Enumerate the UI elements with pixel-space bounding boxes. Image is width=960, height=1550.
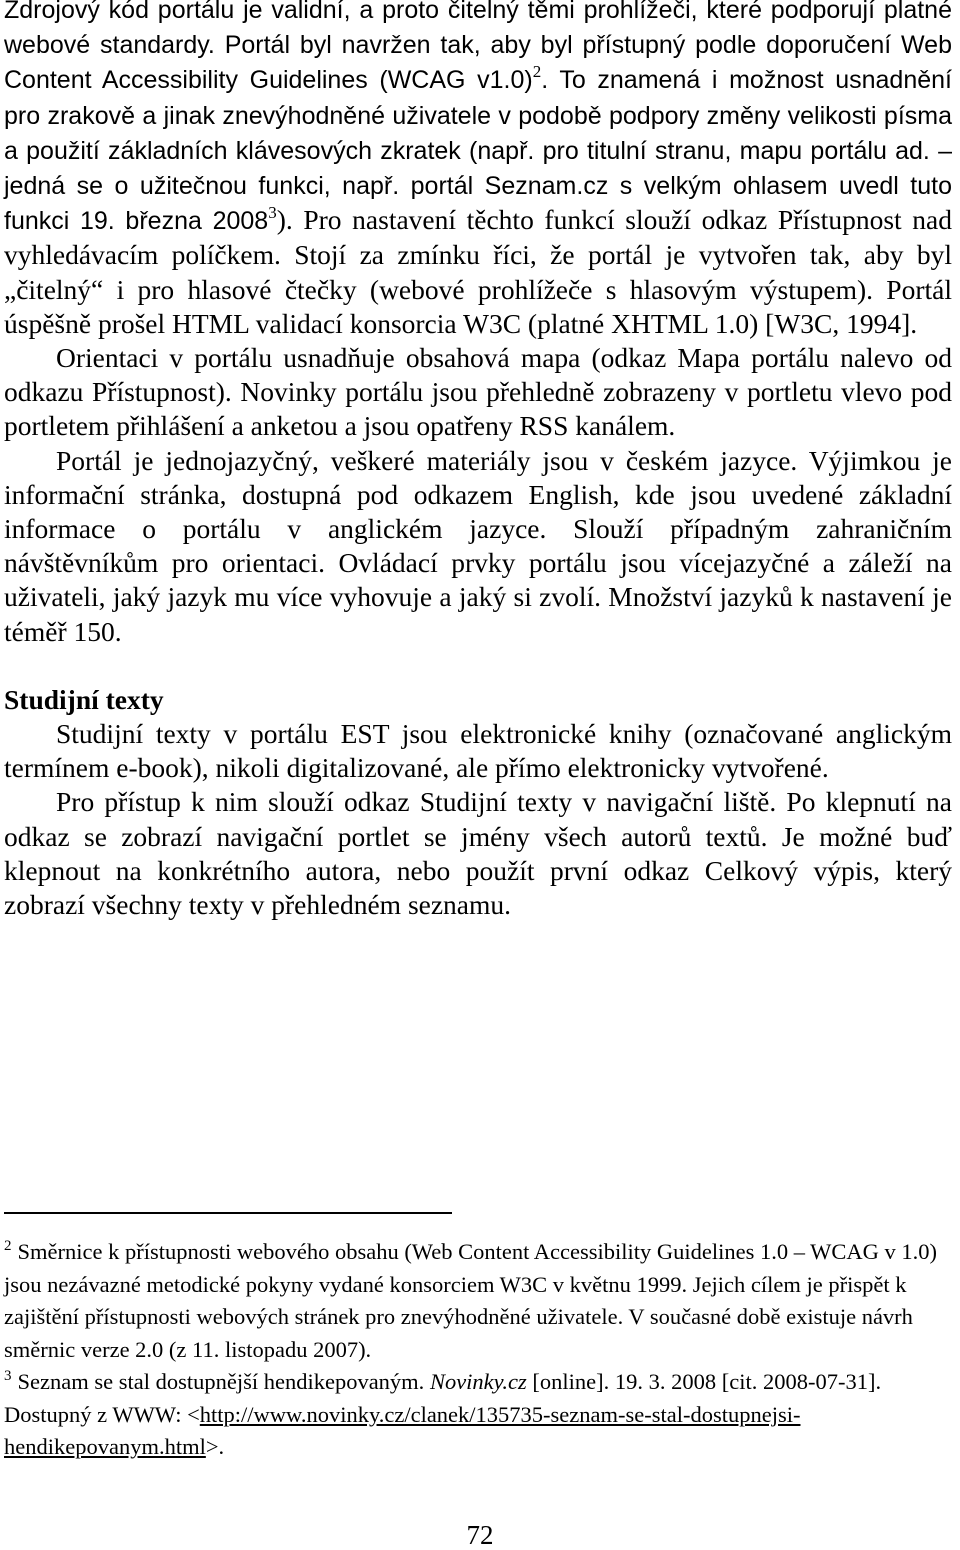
paragraph-1-part-a: Zdrojový kód portálu je validní, a proto čitelný těmi prohlížeči, které podporují platné webové standardy. Portál byl navržen tak, aby byl přístupný podle doporučení Web Content Accessibility Guidelines (WCAG v1.0) — [4, 0, 952, 95]
footnote-text-end: >. — [205, 1434, 225, 1459]
footnote-2 — [4, 1236, 944, 1366]
footnote-ref-2[interactable]: 2 — [532, 62, 542, 82]
footnote-number: 2 — [4, 1238, 12, 1254]
paragraph-study-texts: Studijní texty v portálu EST jsou elektronické knihy (označované anglickým termínem e-book), nikoli digitalizované, ale přímo elektronicky vytvořené. — [4, 718, 952, 784]
body-text — [4, 0, 952, 922]
footnotes — [4, 1236, 944, 1464]
footnote-source: Novinky.cz — [429, 1369, 527, 1394]
paragraph-1-part-c: ). Pro nastavení těchto funkcí slouží odkaz Přístupnost nad vyhledávacím políčkem. Stojí za zmínku říci, že portál je vytvořen tak, aby byl „čitelný“ i pro hlasové čtečky (webové prohlížeče s hlasovým výstupem). Portál úspěšně prošel HTML validací konsorcia W3C (platné XHTML 1.0) [W3C, 1994]. — [4, 204, 952, 339]
footnote-url-link[interactable]: http://www.novinky.cz/clanek/135735-seznam-se-stal-dostupnejsi-hendikepovanym.html — [4, 1401, 801, 1459]
paragraph-study-texts-access: Pro přístup k nim slouží odkaz Studijní texty v navigační liště. Po klepnutí na odkaz se zobrazí navigační portlet se jmény všech autorů textů. Je možné buď klepnout na konkrétního autora, nebo použít první odkaz Celkový výpis, který zobrazí všechny texty v přehledném seznamu. — [4, 786, 952, 921]
footnote-text-post: [online]. 19. 3. 2008 [cit. 2008-07-31]. Dostupný z WWW: < — [4, 1369, 882, 1427]
footnote-3 — [4, 1366, 944, 1464]
section-spacer — [4, 649, 952, 683]
section-heading: Studijní texty — [4, 683, 164, 715]
footnote-text-pre: Seznam se stal dostupnější hendikepovaným. — [17, 1369, 430, 1394]
paragraph-languages: Portál je jednojazyčný, veškeré materiály jsou v českém jazyce. Výjimkou je informační stránka, dostupná pod odkazem English, kde jsou uvedené základní informace o portálu v anglickém jazyce. Slouží případným zahraničním návštěvníkům pro orientaci. Ovládací prvky portálu jsou vícejazyčné a záleží na uživateli, jaký jazyk mu více vyhovuje a jaký si zvolí. Množství jazyků k nastavení je téměř 150. — [4, 444, 952, 647]
footnote-text: Směrnice k přístupnosti webového obsahu (Web Content Accessibility Guidelines 1.0 – WCAG v 1.0) jsou nezávazné metodické pokyny vydané konsorciem W3C v květnu 1999. Jejich cílem je přispět k zajištění přístupnosti webových stránek pro znevýhodněné uživatele. V současné době existuje návrh směrnic verze 2.0 (z 11. listopadu 2007). — [4, 1239, 938, 1362]
paragraph-1-part-b: . To znamená i možnost usnadnění pro zrakově a jinak znevýhodněné uživatele v podobě podpory změny velikosti písma a použití základních klávesových zkratek (např. pro titulní stranu, mapu portálu ad. – jedná se o užitečnou funkci, např. portál Seznam.cz s velkým ohlasem uvedl tuto funkci 19. března 2008 — [4, 66, 952, 236]
footnote-ref-3[interactable]: 3 — [268, 203, 277, 223]
footnote-number: 3 — [4, 1368, 12, 1384]
page-number: 72 — [466, 1520, 494, 1550]
paragraph-orientation: Orientaci v portálu usnadňuje obsahová mapa (odkaz Mapa portálu nalevo od odkazu Přístupnost). Novinky portálu jsou přehledně zobrazeny v portletu vlevo pod portletem přihlášení a anketou a jsou opatřeny RSS kanálem. — [4, 342, 952, 442]
paragraph-accessibility — [4, 0, 952, 341]
footnote-separator — [4, 1212, 452, 1214]
